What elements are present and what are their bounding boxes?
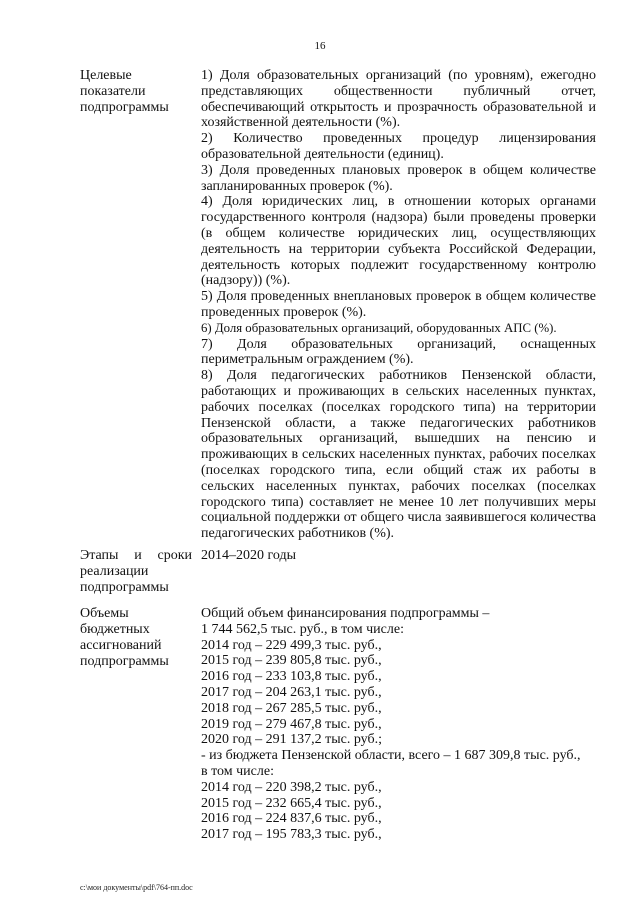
- budget-line: 2020 год – 291 137,2 тыс. руб.;: [201, 732, 382, 748]
- stages-label-word-1: Этапы: [80, 548, 119, 563]
- budget-line: 2018 год – 267 285,5 тыс. руб.,: [201, 700, 382, 716]
- stages-row: [80, 548, 600, 596]
- page-number: 16: [314, 40, 326, 52]
- budget-line: 2016 год – 233 103,8 тыс. руб.,: [201, 669, 382, 685]
- budget-line: 2016 год – 224 837,6 тыс. руб.,: [201, 811, 382, 827]
- file-path-footer: c:\мои документы\pdf\764-пп.doc: [80, 883, 193, 892]
- budget-content: [201, 606, 596, 843]
- budget-line: 2015 год – 232 665,4 тыс. руб.,: [201, 795, 382, 811]
- target-item-6: 6) Доля образовательных организаций, оборудованных АПС (%).: [201, 320, 557, 335]
- target-item-8: 8) Доля педагогических работников Пензенской области, работающих и проживающих в сельских населенных пунктах, рабочих поселках (поселках городского типа) на территории Пензенской области, а также педагогических работников образовательных организаций, вышедших на пенсию и проживающих в сельских населенных пунктах, рабочих поселках (поселках городского типа, если общий стаж их работы в сельских населенных пунктах, рабочих поселках (поселках городского типа) составляет не менее 10 лет получивших меры социальной поддержки от общего числа заявившегося количества педагогических работников (%).: [201, 368, 596, 542]
- target-item-7: 7) Доля образовательных организаций, оснащенных периметральным ограждением (%).: [201, 336, 596, 368]
- targets-label: Целевые показатели подпрограммы: [80, 68, 169, 115]
- budget-line: в том числе:: [201, 763, 274, 779]
- stages-label-word-3: сроки: [157, 548, 193, 563]
- target-item-1: 1) Доля образовательных организаций (по уровням), ежегодно представляющих общественности публичный отчет, обеспечивающий открытость и прозрачность образовательной и хозяйственной деятельности (%).: [201, 68, 596, 131]
- stages-label-word-2: и: [134, 548, 142, 563]
- stages-label-first-line: [80, 548, 192, 564]
- target-item-2: 2) Количество проведенных процедур лицензирования образовательной деятельности (единиц).: [201, 131, 596, 162]
- stages-label: [80, 548, 192, 596]
- budget-line: 2017 год – 204 263,1 тыс. руб.,: [201, 684, 382, 700]
- budget-label: Объемы бюджетных ассигнований подпрограммы: [80, 606, 169, 669]
- stages-value: 2014–2020 годы: [201, 548, 297, 563]
- budget-row: [80, 606, 600, 843]
- target-item-5: 5) Доля проведенных внеплановых проверок в общем количестве проведенных проверок (%).: [201, 289, 596, 320]
- stages-label-rest: реализации подпрограммы: [80, 564, 169, 595]
- targets-row: [80, 68, 600, 542]
- budget-line: - из бюджета Пензенской области, всего – 1 687 309,8 тыс. руб.,: [201, 748, 581, 764]
- target-item-3: 3) Доля проведенных плановых проверок в общем количестве запланированных проверок (%).: [201, 162, 596, 194]
- budget-line: 2019 год – 279 467,8 тыс. руб.,: [201, 716, 382, 732]
- budget-line: 2017 год – 195 783,3 тыс. руб.,: [201, 827, 382, 843]
- budget-line: 2014 год – 229 499,3 тыс. руб.,: [201, 637, 382, 653]
- budget-line: 2014 год – 220 398,2 тыс. руб.,: [201, 779, 382, 795]
- budget-line: 1 744 562,5 тыс. руб., в том числе:: [201, 621, 404, 637]
- target-item-4: 4) Доля юридических лиц, в отношении которых органами государственного контроля (надзора) были проведены проверки (в общем количестве юридических лиц, осуществляющих деятельность на территории субъекта Российской Федерации, деятельность которых подлежит государственному контролю (надзору)) (%).: [201, 194, 596, 289]
- budget-line: 2015 год – 239 805,8 тыс. руб.,: [201, 653, 382, 669]
- budget-line: Общий объем финансирования подпрограммы –: [201, 606, 490, 621]
- targets-content: [201, 68, 596, 542]
